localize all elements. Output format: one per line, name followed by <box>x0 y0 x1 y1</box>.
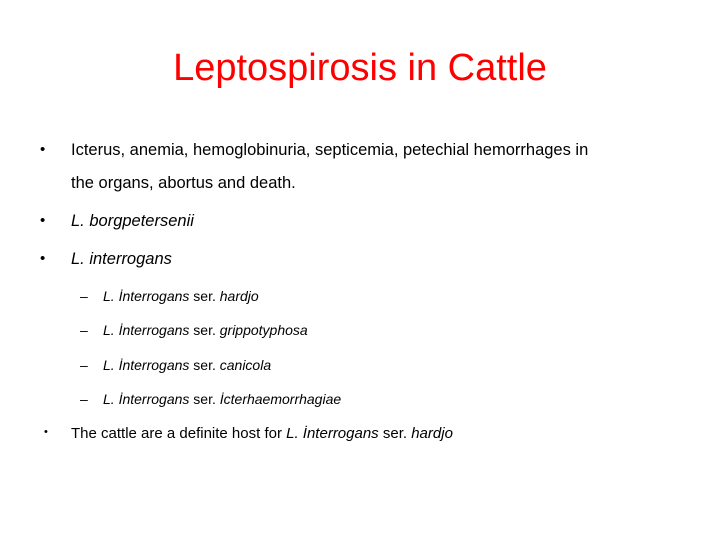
sub-item-serovar: grippotyphosa <box>219 322 308 338</box>
sub-item-hardjo <box>103 286 259 306</box>
sub-item-ser: ser. <box>193 391 216 407</box>
sub-item-serovar: İcterhaemorrhagiae <box>219 391 342 407</box>
sub-bullet-dash: – <box>80 391 88 407</box>
sub-bullet-dash: – <box>80 357 88 373</box>
sub-bullet-dash: – <box>80 288 88 304</box>
bullet-marker: • <box>44 426 48 438</box>
slide-title: Leptospirosis in Cattle <box>173 47 547 89</box>
bullet-marker: • <box>40 212 46 229</box>
bullet-text-borgpetersenii: L. borgpetersenii <box>71 212 194 230</box>
sub-item-grippotyphosa <box>103 320 308 340</box>
sub-item-species: L. İnterrogans <box>103 288 190 304</box>
host-statement-lead: The cattle are a definite host for <box>71 425 282 442</box>
sub-item-species: L. İnterrogans <box>103 322 190 338</box>
sub-item-canicola <box>103 355 271 375</box>
host-statement-species: L. İnterrogans <box>286 425 379 442</box>
sub-item-icterhaemorrhagiae <box>103 389 341 409</box>
bullet-text-icterus-line2: the organs, abortus and death. <box>71 174 296 192</box>
sub-item-species: L. İnterrogans <box>103 357 190 373</box>
sub-bullet-dash: – <box>80 322 88 338</box>
sub-item-ser: ser. <box>193 288 216 304</box>
host-statement-ser: ser. <box>382 425 408 442</box>
bullet-text-definite-host <box>71 424 453 444</box>
sub-item-serovar: canicola <box>219 357 272 373</box>
sub-item-species: L. İnterrogans <box>103 391 190 407</box>
bullet-marker: • <box>40 141 46 158</box>
host-statement-serovar: hardjo <box>411 425 453 442</box>
bullet-marker: • <box>40 250 46 267</box>
sub-item-ser: ser. <box>193 357 216 373</box>
bullet-text-icterus-line1: Icterus, anemia, hemoglobinuria, septicemia, petechial hemorrhages in <box>71 141 589 159</box>
sub-item-serovar: hardjo <box>219 288 259 304</box>
bullet-text-interrogans: L. interrogans <box>71 250 172 268</box>
sub-item-ser: ser. <box>193 322 216 338</box>
